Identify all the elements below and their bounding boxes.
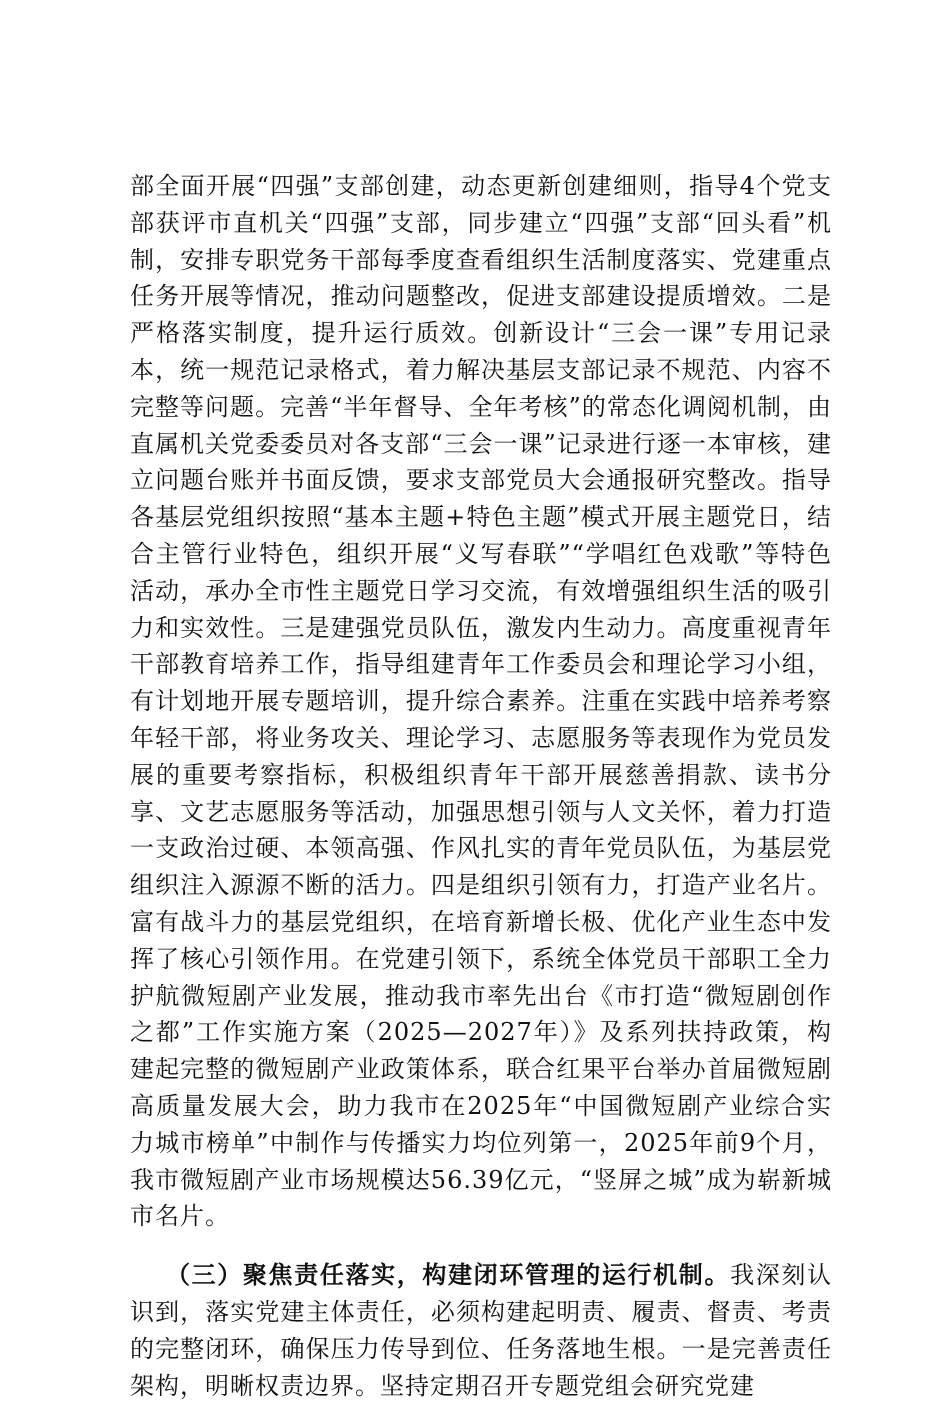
section-body: 我深刻认识到，落实党建主体责任，必须构建起明责、履责、督责、考责的完整闭环，确保压力传导到位、任务落地生根。一是完善责任架构，明晰权责边界。坚持定期召开专题党组会研究党建	[130, 1261, 833, 1400]
section-paragraph	[130, 1257, 832, 1404]
body-paragraph: 部全面开展“四强”支部创建，动态更新创建细则，指导4个党支部获评市直机关“四强”支部，同步建立“四强”支部“回头看”机制，安排专职党务干部每季度查看组织生活制度落实、党建重点任务开展等情况，推动问题整改，促进支部建设提质增效。二是严格落实制度，提升运行质效。创新设计“三会一课”专用记录本，统一规范记录格式，着力解决基层支部记录不规范、内容不完整等问题。完善“半年督导、全年考核”的常态化调阅机制，由直属机关党委委员对各支部“三会一课”记录进行逐一本审核，建立问题台账并书面反馈，要求支部党员大会通报研究整改。指导各基层党组织按照“基本主题+特色主题”模式开展主题党日，结合主管行业特色，组织开展“义写春联”“学唱红色戏歌”等特色活动，承办全市性主题党日学习交流，有效增强组织生活的吸引力和实效性。三是建强党员队伍，激发内生动力。高度重视青年干部教育培养工作，指导组建青年工作委员会和理论学习小组，有计划地开展专题培训，提升综合素养。注重在实践中培养考察年轻干部，将业务攻关、理论学习、志愿服务等表现作为党员发展的重要考察指标，积极组织青年干部开展慈善捐款、读书分享、文艺志愿服务等活动，加强思想引领与人文关怀，着力打造一支政治过硬、本领高强、作风扎实的青年党员队伍，为基层党组织注入源源不断的活力。四是组织引领有力，打造产业名片。富有战斗力的基层党组织，在培育新增长极、优化产业生态中发挥了核心引领作用。在党建引领下，系统全体党员干部职工全力护航微短剧产业发展，推动我市率先出台《市打造“微短剧创作之都”工作实施方案（2025—2027年）》及系列扶持政策，构建起完整的微短剧产业政策体系，联合红果平台举办首届微短剧高质量发展大会，助力我市在2025年“中国微短剧产业综合实力城市榜单”中制作与传播实力均位列第一，2025年前9个月，我市微短剧产业市场规模达56.39亿元，“竖屏之城”成为崭新城市名片。	[130, 172, 832, 1231]
section-heading: （三）聚焦责任落实，构建闭环管理的运行机制。	[166, 1260, 731, 1290]
document-page	[130, 168, 832, 1404]
